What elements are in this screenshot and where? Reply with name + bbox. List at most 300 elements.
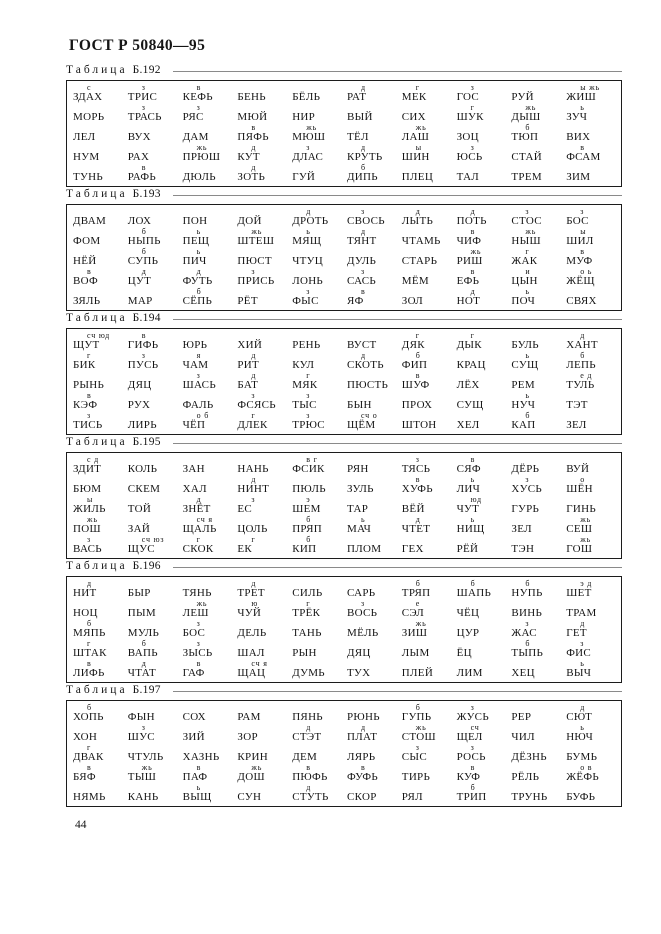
syllable-word: ТАЛ xyxy=(456,170,480,183)
syllable-cell xyxy=(292,579,347,599)
syllable-cell xyxy=(237,723,292,743)
syllable-cell xyxy=(347,331,402,351)
syllable-cell xyxy=(566,267,621,287)
syllable-superscript: з xyxy=(141,103,146,112)
syllable-cell xyxy=(566,455,621,475)
syllable-word: СВОСЬ xyxy=(346,214,385,227)
syllable-cell xyxy=(237,495,292,515)
syllable-word: НЫПЬ xyxy=(127,234,161,247)
syllable-cell xyxy=(402,475,457,495)
syllable-superscript: ь xyxy=(470,515,476,524)
syllable-word: НИР xyxy=(292,110,316,123)
syllable-word: КЭФ xyxy=(73,398,98,411)
syllable-cell xyxy=(402,783,457,803)
syllable-word: ЗЫСЬ xyxy=(182,646,213,659)
syllable-cell xyxy=(183,207,238,227)
syllable-superscript: б xyxy=(87,619,92,628)
syllable-word: СТАЙ xyxy=(511,150,542,163)
syllable-word: ТРЕМ xyxy=(511,170,542,183)
syllable-word: ДУМЬ xyxy=(292,666,325,679)
syllable-superscript: б xyxy=(306,515,312,524)
syllable-superscript: в xyxy=(415,371,421,380)
table-block xyxy=(66,312,622,435)
syllable-cell xyxy=(183,287,238,307)
syllable-cell xyxy=(457,639,512,659)
syllable-word: НУМ xyxy=(73,150,100,163)
syllable-superscript: е д xyxy=(580,371,593,380)
syllable-cell xyxy=(183,411,238,431)
syllable-superscript: с д xyxy=(87,455,100,464)
syllable-cell xyxy=(402,331,457,351)
syllable-word: ЛЕПЬ xyxy=(566,358,596,371)
syllable-word: НИНТ xyxy=(237,482,270,495)
syllable-superscript: з xyxy=(251,391,256,400)
syllable-superscript: жь xyxy=(525,227,537,236)
syllable-word: ЧТАМЬ xyxy=(401,234,441,247)
syllable-word: ПАФ xyxy=(182,770,208,783)
syllable-word: РЯЛ xyxy=(401,790,423,803)
syllable-word: ПЛАТ xyxy=(346,730,378,743)
syllable-cell xyxy=(128,743,183,763)
table-label-word: Таблица xyxy=(66,436,128,448)
syllable-word: МАЧ xyxy=(346,522,372,535)
syllable-cell xyxy=(511,639,566,659)
table-row xyxy=(73,247,621,267)
syllable-cell xyxy=(347,599,402,619)
syllable-cell xyxy=(183,351,238,371)
syllable-cell xyxy=(73,659,128,679)
syllable-word: ЛИЧ xyxy=(456,482,481,495)
syllable-word: НОТ xyxy=(456,294,481,307)
syllable-superscript: г xyxy=(87,351,92,360)
syllable-cell xyxy=(73,535,128,555)
syllable-cell xyxy=(128,83,183,103)
syllable-cell xyxy=(566,723,621,743)
syllable-cell xyxy=(292,599,347,619)
syllable-word: СТЭТ xyxy=(292,730,322,743)
syllable-cell xyxy=(566,351,621,371)
syllable-word: РЕР xyxy=(511,710,532,723)
syllable-word: ЗИЙ xyxy=(182,730,205,743)
syllable-superscript: ь xyxy=(580,103,585,112)
syllable-cell xyxy=(183,475,238,495)
syllable-cell xyxy=(457,143,512,163)
syllable-word: МЮШ xyxy=(292,130,326,143)
syllable-cell xyxy=(566,475,621,495)
syllable-cell xyxy=(347,247,402,267)
syllable-superscript: б xyxy=(415,703,421,712)
syllable-word: БУФЬ xyxy=(566,790,596,803)
syllable-word: ПЛОМ xyxy=(346,542,382,555)
syllable-superscript: г xyxy=(470,331,475,340)
syllable-table xyxy=(66,204,622,311)
syllable-superscript: д xyxy=(580,619,586,628)
syllable-cell xyxy=(457,331,512,351)
syllable-cell xyxy=(73,411,128,431)
syllable-superscript: б xyxy=(306,535,312,544)
syllable-superscript: е xyxy=(415,599,421,608)
syllable-word: РУХ xyxy=(127,398,151,411)
table-label xyxy=(66,436,622,449)
syllable-superscript: и xyxy=(525,267,531,276)
syllable-cell xyxy=(237,351,292,371)
syllable-cell xyxy=(402,535,457,555)
syllable-superscript: ы xyxy=(415,143,422,152)
syllable-superscript: в xyxy=(87,391,92,400)
syllable-cell xyxy=(128,351,183,371)
syllable-cell xyxy=(457,619,512,639)
table-row xyxy=(73,743,621,763)
syllable-word: ЦУР xyxy=(456,626,480,639)
syllable-superscript: з xyxy=(141,83,146,92)
syllable-word: ДОШ xyxy=(237,770,265,783)
syllable-word: ШТОН xyxy=(401,418,437,431)
table-row xyxy=(73,515,621,535)
syllable-superscript: з xyxy=(87,535,91,544)
syllable-superscript: д xyxy=(196,267,202,276)
syllable-cell xyxy=(128,579,183,599)
table-row xyxy=(73,475,621,495)
syllable-superscript: б xyxy=(415,351,421,360)
syllable-word: ЧИФ xyxy=(456,234,482,247)
syllable-cell xyxy=(128,535,183,555)
syllable-superscript: г xyxy=(470,103,475,112)
syllable-word: ШТАК xyxy=(73,646,107,659)
syllable-word: НЮЧ xyxy=(566,730,594,743)
table-row xyxy=(73,495,621,515)
syllable-word: ДРОТЬ xyxy=(292,214,329,227)
syllable-word: РЁЙ xyxy=(456,542,479,555)
syllable-cell xyxy=(183,659,238,679)
syllable-superscript: з xyxy=(360,267,365,276)
syllable-word: ДУЛЬ xyxy=(346,254,377,267)
syllable-superscript: б xyxy=(196,287,202,296)
syllable-superscript: д xyxy=(141,659,147,668)
syllable-cell xyxy=(457,763,512,783)
syllable-word: КУТ xyxy=(237,150,260,163)
syllable-superscript: д xyxy=(360,227,366,236)
syllable-superscript: г xyxy=(525,247,530,256)
syllable-cell xyxy=(183,455,238,475)
syllable-cell xyxy=(237,455,292,475)
syllable-word: ЮРЬ xyxy=(182,338,208,351)
syllable-cell xyxy=(511,123,566,143)
syllable-word: ЛЁХ xyxy=(456,378,480,391)
syllable-cell xyxy=(73,267,128,287)
syllable-superscript: з xyxy=(196,619,201,628)
syllable-word: ЗОЦ xyxy=(456,130,479,143)
syllable-superscript: сч я xyxy=(251,659,268,668)
syllable-word: ДЮЛЬ xyxy=(182,170,216,183)
syllable-cell xyxy=(402,639,457,659)
syllable-cell xyxy=(183,743,238,763)
syllable-cell xyxy=(292,391,347,411)
syllable-cell xyxy=(292,331,347,351)
syllable-word: СКОТЬ xyxy=(346,358,384,371)
label-rule xyxy=(173,195,622,196)
syllable-cell xyxy=(128,143,183,163)
syllable-cell xyxy=(566,411,621,431)
syllable-word: ЗИМ xyxy=(566,170,591,183)
syllable-word: ТРАСЬ xyxy=(127,110,162,123)
table-label xyxy=(66,64,622,77)
syllable-cell xyxy=(566,83,621,103)
syllable-word: ЧАМ xyxy=(182,358,209,371)
syllable-table xyxy=(66,700,622,807)
syllable-cell xyxy=(183,495,238,515)
syllable-cell xyxy=(511,659,566,679)
syllable-cell xyxy=(402,515,457,535)
syllable-word: ТОЙ xyxy=(127,502,152,515)
syllable-cell xyxy=(457,123,512,143)
syllable-word: ЖЁЩ xyxy=(566,274,595,287)
syllable-word: ПЮСТЬ xyxy=(346,378,389,391)
syllable-superscript: д xyxy=(251,579,257,588)
syllable-cell xyxy=(511,371,566,391)
syllable-word: САСЬ xyxy=(346,274,377,287)
syllable-superscript: б xyxy=(141,639,147,648)
syllable-word: ПРЯП xyxy=(292,522,323,535)
syllable-superscript: в xyxy=(306,763,311,772)
syllable-cell xyxy=(73,495,128,515)
table-row xyxy=(73,579,621,599)
table-row xyxy=(73,331,621,351)
syllable-superscript: з xyxy=(525,475,530,484)
syllable-superscript: ы xyxy=(580,227,587,236)
table-row xyxy=(73,455,621,475)
syllable-word: ЗДАХ xyxy=(73,90,103,103)
syllable-word: ФСАМ xyxy=(566,150,601,163)
syllable-superscript: д xyxy=(360,351,366,360)
syllable-superscript: в xyxy=(141,331,147,340)
syllable-word: РЁЛЬ xyxy=(511,770,540,783)
syllable-word: ХАЗНЬ xyxy=(182,750,220,763)
syllable-word: ТИСЬ xyxy=(73,418,103,431)
syllable-cell xyxy=(347,287,402,307)
syllable-superscript: д xyxy=(470,207,476,216)
syllable-word: ЛИРЬ xyxy=(127,418,157,431)
syllable-word: ЧИЛ xyxy=(511,730,535,743)
syllable-word: ЩУС xyxy=(127,542,155,555)
page-number: 44 xyxy=(75,819,87,831)
table-row xyxy=(73,163,621,183)
syllable-word: ШУС xyxy=(127,730,155,743)
syllable-superscript: з xyxy=(141,723,146,732)
syllable-superscript: з xyxy=(87,411,91,420)
syllable-cell xyxy=(402,599,457,619)
syllable-cell xyxy=(511,143,566,163)
syllable-cell xyxy=(128,411,183,431)
table-row xyxy=(73,703,621,723)
syllable-cell xyxy=(457,351,512,371)
syllable-word: ЩАЛЬ xyxy=(182,522,217,535)
syllable-cell xyxy=(237,535,292,555)
syllable-word: ТЯСЬ xyxy=(401,462,431,475)
syllable-word: ДЛАС xyxy=(292,150,324,163)
syllable-superscript: ь xyxy=(525,287,530,296)
syllable-word: КРУТЬ xyxy=(346,150,383,163)
syllable-cell xyxy=(566,783,621,803)
syllable-cell xyxy=(511,743,566,763)
syllable-table xyxy=(66,80,622,187)
syllable-word: ТРЮС xyxy=(292,418,325,431)
syllable-cell xyxy=(292,267,347,287)
syllable-cell xyxy=(347,123,402,143)
syllable-cell xyxy=(128,783,183,803)
syllable-word: ЖЁФЬ xyxy=(566,770,599,783)
syllable-superscript: жь xyxy=(415,723,427,732)
syllable-cell xyxy=(402,83,457,103)
table-label-word: Таблица xyxy=(66,560,128,572)
syllable-cell xyxy=(237,515,292,535)
syllable-superscript: в xyxy=(87,659,92,668)
syllable-word: ХЕЦ xyxy=(511,666,535,679)
syllable-word: ВЁЙ xyxy=(401,502,425,515)
syllable-table xyxy=(66,576,622,683)
syllable-word: ЯФ xyxy=(346,294,364,307)
syllable-word: ТУЛЬ xyxy=(566,378,595,391)
syllable-cell xyxy=(511,287,566,307)
syllable-cell xyxy=(73,163,128,183)
syllable-superscript: ь xyxy=(360,515,366,524)
syllable-word: ДВАК xyxy=(73,750,104,763)
syllable-superscript: в xyxy=(196,83,202,92)
syllable-word: ПЕЩ xyxy=(182,234,210,247)
syllable-cell xyxy=(237,411,292,431)
syllable-superscript: о б xyxy=(196,411,210,420)
syllable-word: КРАЦ xyxy=(456,358,486,371)
syllable-word: ЧУТ xyxy=(456,502,480,515)
syllable-superscript: в xyxy=(87,267,92,276)
syllable-cell xyxy=(511,763,566,783)
syllable-word: ГЕХ xyxy=(401,542,424,555)
syllable-word: ПЯФЬ xyxy=(237,130,269,143)
syllable-word: ХОН xyxy=(73,730,98,743)
syllable-cell xyxy=(566,579,621,599)
syllable-superscript: ь xyxy=(196,247,202,256)
syllable-cell xyxy=(402,619,457,639)
syllable-cell xyxy=(73,103,128,123)
table-block xyxy=(66,436,622,559)
syllable-cell xyxy=(347,351,402,371)
syllable-cell xyxy=(457,723,512,743)
syllable-word: ГУРЬ xyxy=(511,502,540,515)
syllable-word: БОС xyxy=(566,214,589,227)
syllable-word: ТАР xyxy=(346,502,369,515)
syllable-cell xyxy=(402,723,457,743)
syllable-word: НИЩ xyxy=(456,522,485,535)
syllable-word: ФСИК xyxy=(292,462,325,475)
syllable-superscript: з xyxy=(306,287,311,296)
syllable-word: ФУФЬ xyxy=(346,770,379,783)
syllable-cell xyxy=(402,763,457,783)
syllable-superscript: з xyxy=(306,143,311,152)
syllable-cell xyxy=(183,163,238,183)
syllable-cell xyxy=(183,123,238,143)
syllable-table xyxy=(66,452,622,559)
syllable-superscript: ь xyxy=(470,475,476,484)
syllable-cell xyxy=(128,287,183,307)
syllable-superscript: з xyxy=(415,455,420,464)
syllable-superscript: д xyxy=(196,495,202,504)
syllable-cell xyxy=(511,207,566,227)
syllable-cell xyxy=(183,703,238,723)
syllable-superscript: в xyxy=(196,763,202,772)
syllable-word: СУЩ xyxy=(511,358,539,371)
syllable-cell xyxy=(457,267,512,287)
syllable-word: ЖИЛЬ xyxy=(73,502,106,515)
syllable-word: ВЫЧ xyxy=(566,666,592,679)
syllable-superscript: о ь xyxy=(580,267,593,276)
syllable-cell xyxy=(237,475,292,495)
syllable-word: ГУПЬ xyxy=(401,710,432,723)
syllable-word: ТЯНТ xyxy=(346,234,377,247)
syllable-cell xyxy=(128,495,183,515)
syllable-cell xyxy=(237,123,292,143)
syllable-superscript: д xyxy=(251,475,257,484)
syllable-cell xyxy=(128,247,183,267)
syllable-superscript: б xyxy=(525,579,531,588)
syllable-superscript: ю xyxy=(251,599,259,608)
syllable-superscript: з xyxy=(196,639,201,648)
syllable-word: ГУЙ xyxy=(292,170,316,183)
table-row xyxy=(73,599,621,619)
syllable-word: ЮСЬ xyxy=(456,150,483,163)
syllable-word: ХЕЛ xyxy=(456,418,480,431)
syllable-word: ЧУЙ xyxy=(237,606,262,619)
syllable-cell xyxy=(73,619,128,639)
syllable-superscript: г xyxy=(87,743,92,752)
syllable-superscript: б xyxy=(360,163,366,172)
syllable-word: ШАЛ xyxy=(237,646,265,659)
syllable-superscript: в xyxy=(141,163,147,172)
syllable-word: ЧТАТ xyxy=(127,666,157,679)
syllable-cell xyxy=(511,723,566,743)
syllable-cell xyxy=(128,659,183,679)
syllable-cell xyxy=(237,247,292,267)
syllable-cell xyxy=(511,579,566,599)
syllable-superscript: з xyxy=(196,103,201,112)
syllable-superscript: в xyxy=(196,659,202,668)
syllable-word: ХАЛ xyxy=(182,482,207,495)
syllable-word: РЯС xyxy=(182,110,204,123)
syllable-cell xyxy=(347,659,402,679)
syllable-cell xyxy=(237,599,292,619)
syllable-word: ЩЁМ xyxy=(346,418,376,431)
syllable-superscript: ь xyxy=(525,391,530,400)
syllable-word: СЕШ xyxy=(566,522,593,535)
syllable-superscript: ь xyxy=(196,227,202,236)
syllable-cell xyxy=(566,763,621,783)
syllable-word: СВЯХ xyxy=(566,294,597,307)
syllable-word: ВУЙ xyxy=(566,462,590,475)
syllable-word: КУФ xyxy=(456,770,481,783)
syllable-cell xyxy=(347,723,402,743)
table-row xyxy=(73,227,621,247)
syllable-cell xyxy=(292,351,347,371)
syllable-superscript: г xyxy=(306,599,311,608)
syllable-superscript: в xyxy=(360,763,366,772)
syllable-superscript: з xyxy=(470,703,475,712)
syllable-superscript: з xyxy=(525,207,530,216)
syllable-superscript: ь xyxy=(525,351,530,360)
syllable-word: ЕС xyxy=(237,502,253,515)
syllable-cell xyxy=(457,287,512,307)
syllable-cell xyxy=(128,703,183,723)
syllable-superscript: д xyxy=(415,207,421,216)
syllable-cell xyxy=(73,475,128,495)
syllable-word: РЫНЬ xyxy=(73,378,105,391)
